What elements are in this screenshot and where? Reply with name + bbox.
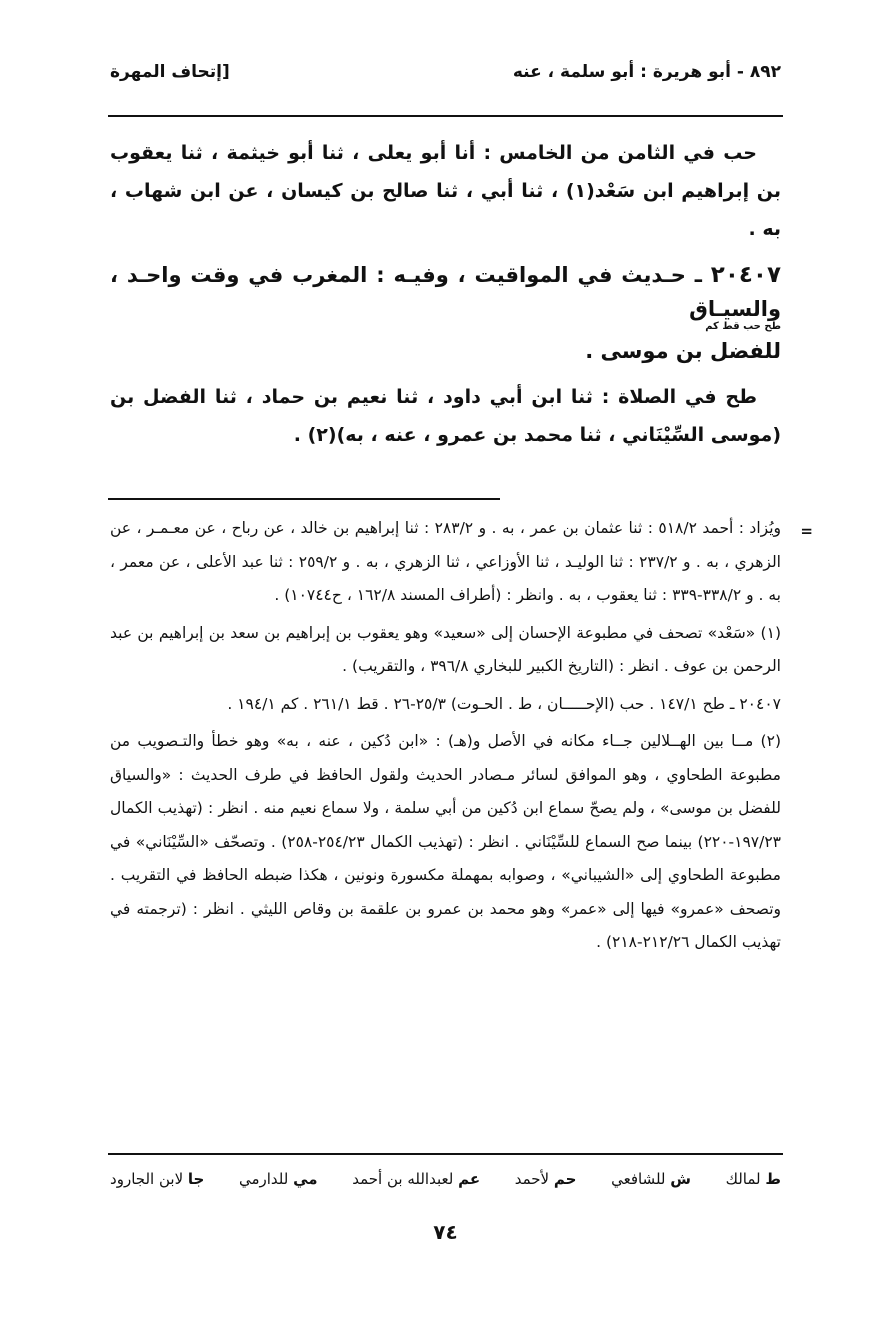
footnote-2: (٢) مــا بين الهــلالين جــاء مكانه في الأصل و(هـ) : «ابن دُكين ، عنه ، به» وهو خطأ والتـصويب من مطبوعة الطحاوي ، وهو الموافق لسائر مـصادر الحديث ولقول الحافظ في طرف الحديث : «والسياق للفضل بن موسى» ، ولم يصحّ سماع ابن دُكين من أبي سلمة ، ولا سماع نعيم منه . انظر : (تهذيب الكمال ١٩٧/٢٣-٢٢٠) بينما صح السماع للسِّيْنَاني . انظر : (تهذيب الكمال ٢٥٤/٢٣-٢٥٨) . وتصحّف «السِّيْنَاني» في مطبوعة الطحاوي إلى «الشيباني» ، وصوابه بمهملة مكسورة ونونين ، هكذا ضبطه الحافظ في التقريب . وتصحف «عمرو» فيها إلى «عمر» وهو محمد بن عمرو بن علقمة بن وقاص الليثي . انظر : (ترجمته في تهذيب الكمال ٢١٢/٢٦-٢١٨) . bbox=[110, 732, 781, 951]
abbreviation-item: حم لأحمد bbox=[514, 1170, 577, 1188]
running-header bbox=[110, 62, 781, 92]
hadith-entry bbox=[110, 258, 781, 368]
main-text bbox=[110, 134, 781, 454]
header-book-name: [إتحاف المهرة bbox=[110, 62, 230, 82]
entry-number: ٢٠٤٠٧ bbox=[710, 262, 781, 288]
footnote-continuation: ويُزاد : أحمد ٥١٨/٢ : ثنا عثمان بن عمر ، به . و ٢٨٣/٢ : ثنا إبراهيم بن خالد ، عن رباح ، عن معـمـر ، عن الزهري ، به . و ٢٣٧/٢ : ثنا الوليـد ، ثنا الأوزاعي ، ثنا الزهري ، به . و ٢٥٩/٢ : ثنا عبد الأعلى ، عن معمر ، به . و ٣٣٨/٢-٣٣٩ : ثنا يعقوب ، به . وانظر : (أطراف المسند ١٦٢/٨ ، ح١٠٧٤٤) . bbox=[110, 519, 781, 604]
header-rule bbox=[108, 115, 783, 117]
footnote-1: (١) «سَعْد» تصحف في مطبوعة الإحسان إلى «سعيد» وهو يعقوب بن إبراهيم بن سعد بن إبراهيم بن عبد الرحمن بن عوف . انظر : (التاريخ الكبير للبخاري ٣٩٦/٨ ، والتقريب) . bbox=[110, 623, 781, 675]
entry-title: ـ حـديث في المواقيت ، وفيـه : المغرب في وقت واحـد ، والسيـاق bbox=[110, 263, 781, 321]
abbreviation-item: عم لعبدالله بن أحمد bbox=[352, 1170, 481, 1188]
header-title: ٨٩٢ - أبو هريرة : أبو سلمة ، عنه bbox=[512, 62, 781, 82]
entry-source-symbols: طح حب قط كم bbox=[705, 321, 781, 332]
abbreviation-item: مي للدارمي bbox=[238, 1170, 318, 1188]
continuation-mark: = bbox=[800, 522, 813, 540]
abbreviation-rule bbox=[108, 1153, 783, 1155]
abbreviation-item: ط لمالك bbox=[725, 1170, 781, 1188]
footnotes bbox=[110, 512, 781, 964]
footnote-entry-sources: ٢٠٤٠٧ ـ طح ١٤٧/١ . حب (الإحـــــان ، ط . الحـوت) ٢٥/٣-٢٦ . قط ٢٦١/١ . كم ١٩٤/١ . bbox=[227, 694, 781, 713]
hadith-chain-paragraph: حب في الثامن من الخامس : أنا أبو يعلى ، ثنا أبو خيثمة ، ثنا يعقوب بن إبراهيم ابن سَعْد(١) ، ثنا أبي ، ثنا صالح بن كيسان ، عن ابن شهاب ، به . bbox=[110, 142, 781, 240]
abbreviation-key bbox=[110, 1166, 781, 1192]
entry-title-tail: للفضل بن موسى . bbox=[585, 339, 781, 363]
footnote-rule bbox=[108, 498, 500, 500]
hadith-chain-paragraph-2: طح في الصلاة : ثنا ابن أبي داود ، ثنا نعيم بن حماد ، ثنا الفضل بن (موسى السِّيْنَاني ، ثنا محمد بن عمرو ، عنه ، به)(٢) . bbox=[110, 386, 781, 446]
abbreviation-item: ش للشافعي bbox=[611, 1170, 691, 1188]
page-number: ٧٤ bbox=[433, 1220, 458, 1244]
abbreviation-item: جا لابن الجارود bbox=[110, 1170, 205, 1188]
